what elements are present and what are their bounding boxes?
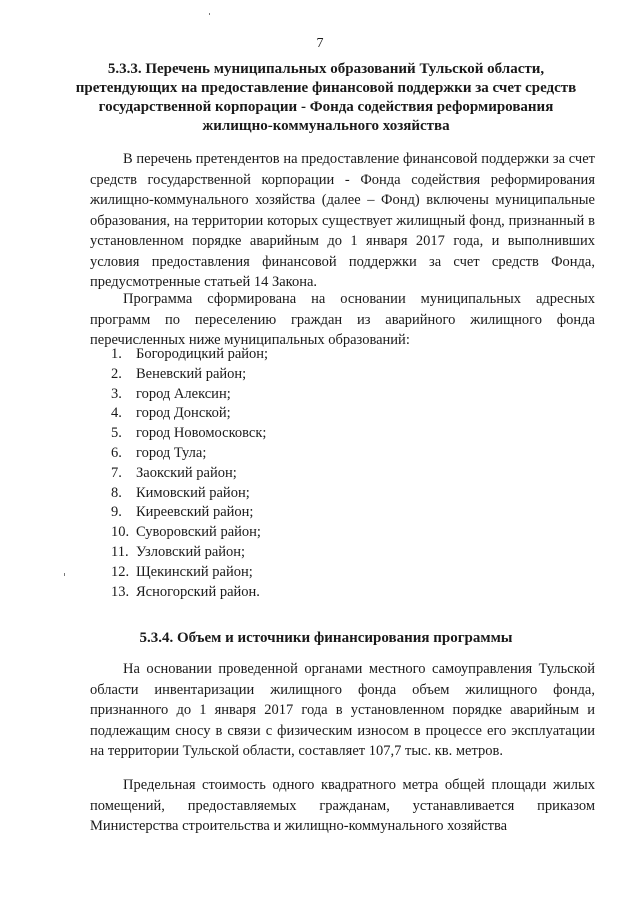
list-number: 9. [111, 504, 122, 521]
list-number: 2. [111, 365, 122, 382]
page-number: 7 [316, 36, 324, 51]
list-number: 3. [111, 385, 122, 402]
list-number: 1. [111, 346, 122, 362]
section-heading-5-3-4: 5.3.4. Объем и источники финансирования программы [139, 630, 513, 646]
municipality-name: город Донской; [136, 405, 231, 422]
municipality-item [111, 484, 591, 504]
municipality-name: Щекинский район; [136, 563, 253, 580]
list-number: 7. [111, 464, 122, 481]
list-number: 10. [111, 524, 130, 541]
municipality-item [111, 503, 591, 523]
municipality-item [111, 404, 591, 424]
municipality-name: Ясногорский район. [136, 583, 260, 600]
section-heading-5-3-3: 5.3.3. Перечень муниципальных образований Тульской области, претендующих на предоставление финансовой поддержки за счет средств государственной корпорации - Фонда содействия реформирования жилищно-коммунального хозяйства [75, 61, 577, 134]
municipality-name: Заокский район; [136, 464, 237, 481]
municipality-name: Богородицкий район; [136, 346, 269, 362]
list-number: 5. [111, 425, 122, 442]
list-number: 12. [111, 563, 130, 580]
municipality-name: город Новомосковск; [136, 425, 267, 442]
municipality-item [111, 523, 591, 543]
list-number: 13. [111, 583, 130, 600]
list-number: 6. [111, 444, 122, 461]
section-5-3-3-paragraph-2 [90, 289, 595, 351]
municipality-item [111, 345, 591, 365]
section-5-3-3-paragraph-1 [90, 149, 595, 293]
list-number: 11. [111, 543, 129, 560]
paragraph-text: На основании проведенной органами местного самоуправления Тульской области инвентаризации жилищного фонда объем жилищного фонда, признанного до 1 января 2017 года в установленном порядке аварийным и подлежащим сносу в связи с физическим износом в процессе его эксплуатации на территории Тульской области, составляет 107,7 тыс. кв. метров. [90, 661, 595, 759]
list-number: 4. [111, 405, 122, 422]
paragraph-text: Программа сформирована на основании муниципальных адресных программ по переселению граждан из аварийного жилищного фонда перечисленных ниже муниципальных образований: [90, 291, 595, 348]
paragraph-text: В перечень претендентов на предоставление финансовой поддержки за счет средств государственной корпорации - Фонда содействия реформирования жилищно-коммунального хозяйства (далее – Фонд) включены муниципальные образования, на территории которых существует жилищный фонд, признанный в установленном порядке аварийным до 1 января 2017 года, и выполнивших условия предоставления финансовой поддержки за счет средств Фонда, предусмотренные статьей 14 Закона. [90, 151, 595, 290]
municipality-list [111, 345, 591, 602]
municipality-item [111, 365, 591, 385]
municipality-item [111, 444, 591, 464]
municipality-item [111, 424, 591, 444]
paragraph-text: Предельная стоимость одного квадратного метра общей площади жилых помещений, предоставляемых гражданам, устанавливается приказом Министерства строительства и жилищно-коммунального хозяйства [90, 777, 595, 834]
municipality-name: город Алексин; [136, 385, 231, 402]
municipality-name: Кимовский район; [136, 484, 250, 501]
municipality-name: Узловский район; [136, 543, 246, 560]
municipality-name: Суворовский район; [136, 524, 261, 541]
municipality-item [111, 464, 591, 484]
section-5-3-4-paragraph-2 [90, 775, 595, 837]
municipality-name: Веневский район; [136, 365, 247, 382]
municipality-item [111, 563, 591, 583]
section-5-3-4-paragraph-1 [90, 659, 595, 762]
municipality-name: город Тула; [136, 444, 207, 461]
municipality-item [111, 385, 591, 405]
list-number: 8. [111, 484, 122, 501]
municipality-item [111, 583, 591, 603]
scan-speck [209, 13, 210, 15]
scan-speck [64, 573, 65, 576]
municipality-item [111, 543, 591, 563]
municipality-name: Киреевский район; [136, 504, 254, 521]
